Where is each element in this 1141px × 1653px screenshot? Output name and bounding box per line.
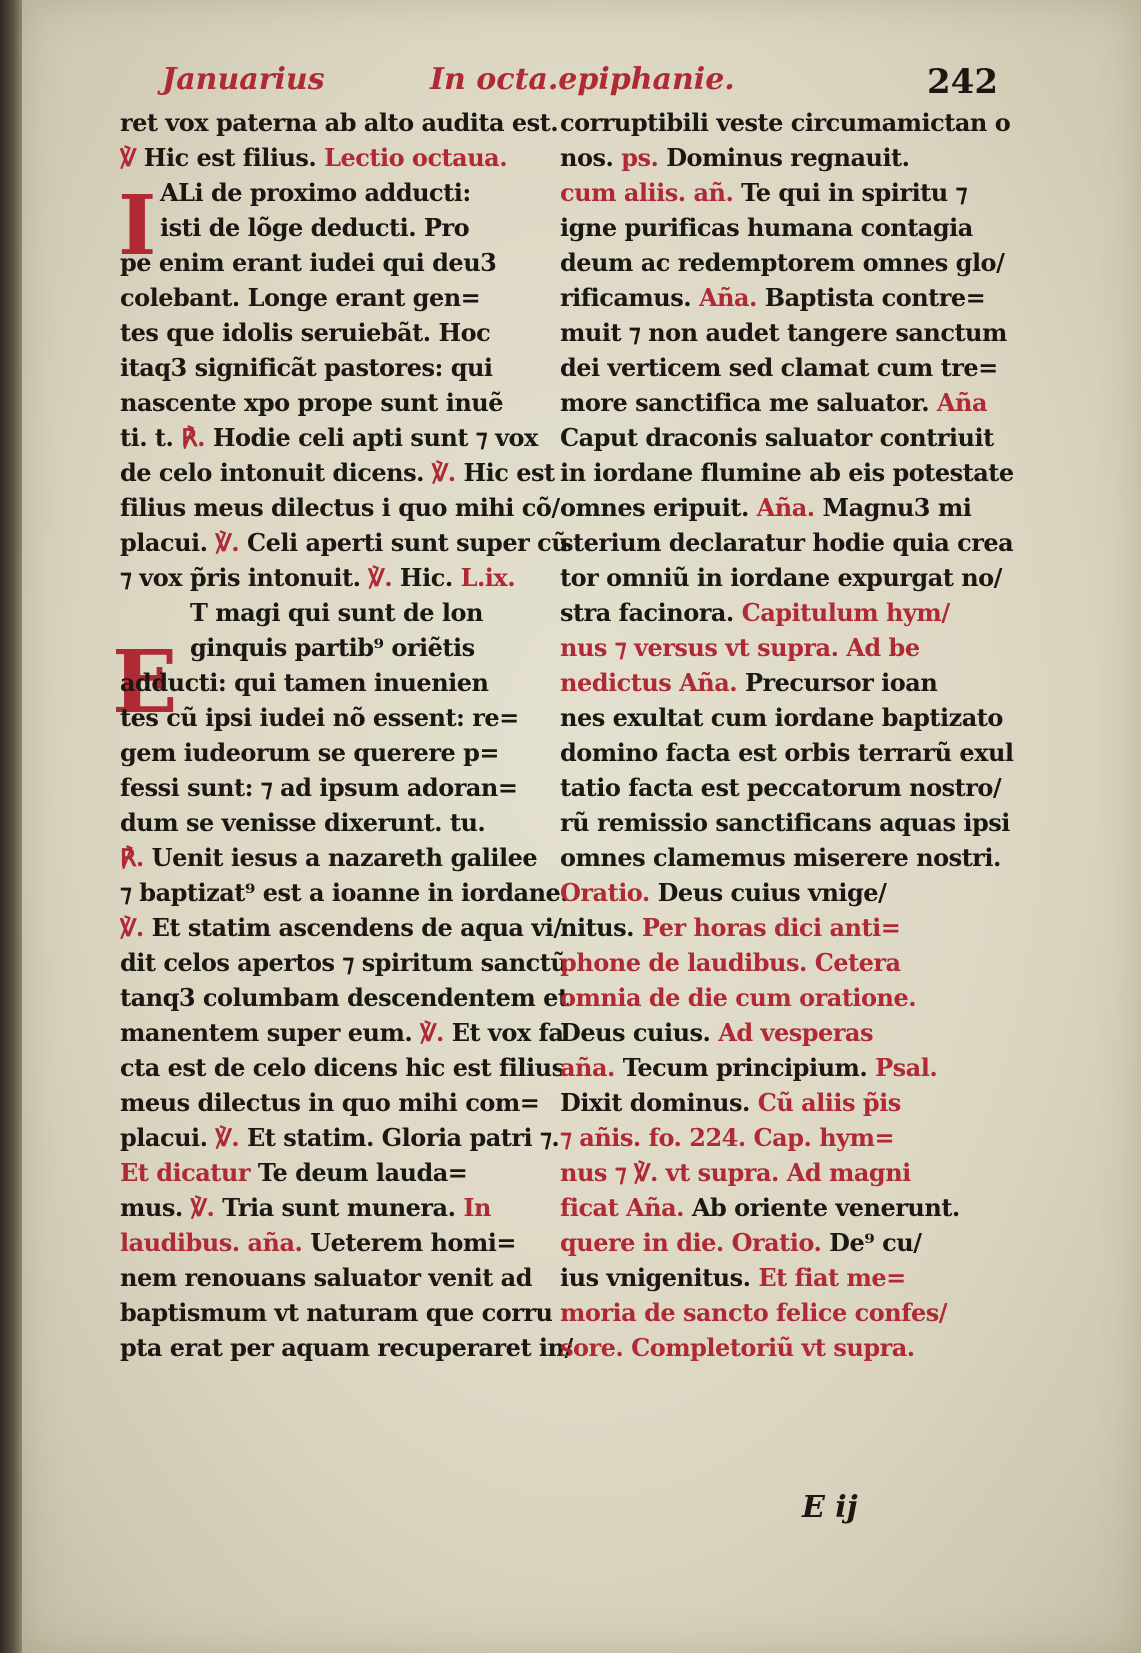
rubric-text: laudibus. aña.: [120, 1228, 303, 1257]
text-line: [560, 700, 1020, 735]
running-head-month: Januarius: [162, 62, 325, 97]
initial-E-dropcap: E: [112, 632, 178, 733]
body-text: ⁊ baptizat⁹ est a ioanne in iordane.: [120, 878, 569, 907]
text-line: [560, 980, 1020, 1015]
body-text: filius meus dilectus i quo mihi cõ/: [120, 493, 560, 522]
text-line: [120, 1225, 580, 1260]
text-line: [560, 735, 1020, 770]
body-text: sterium declaratur hodie quia crea: [560, 528, 1014, 557]
body-text: placui.: [120, 1123, 216, 1152]
body-text: Hic est filius.: [135, 143, 325, 172]
rubric-text: Cũ aliis p̃is: [757, 1088, 901, 1117]
rubric-text: Oratio.: [560, 878, 650, 907]
body-text: Precursor ioan: [737, 668, 938, 697]
rubric-text: ℟.: [181, 423, 205, 452]
text-line: [120, 805, 580, 840]
body-text: cta est de celo dicens hic est filius: [120, 1053, 565, 1082]
rubric-text: phone de laudibus. Cetera: [560, 948, 901, 977]
text-line: [560, 105, 1020, 140]
text-line: [120, 770, 580, 805]
rubric-text: Lectio octaua.: [324, 143, 508, 172]
rubric-text: L.ix.: [460, 563, 516, 592]
text-line: [560, 175, 1020, 210]
right-text-column: [560, 105, 1020, 1365]
text-line: [560, 1295, 1020, 1330]
rubric-text: ⁊ añis. fo. 224. Cap. hym=: [560, 1123, 895, 1152]
text-line: [120, 315, 580, 350]
text-line: [560, 805, 1020, 840]
rubric-text: ℣: [120, 143, 136, 172]
body-text: deum ac redemptorem omnes glo/: [560, 248, 1005, 277]
body-text: Deus cuius vnige/: [649, 878, 887, 907]
rubric-text: omnia de die cum oratione.: [560, 983, 917, 1012]
text-line: [120, 210, 580, 245]
text-line: [560, 1155, 1020, 1190]
text-line: [120, 175, 580, 210]
text-line: [560, 1050, 1020, 1085]
text-line: [120, 1260, 580, 1295]
rubric-text: Et fiat me=: [758, 1263, 906, 1292]
body-text: nascente xpo prope sunt inuẽ: [120, 388, 503, 417]
text-line: [120, 945, 580, 980]
rubric-text: Ad vesperas: [718, 1018, 873, 1047]
body-text: igne purificas humana contagia: [560, 213, 973, 242]
rubric-text: ℣.: [190, 1193, 215, 1222]
body-text: Deus cuius.: [560, 1018, 719, 1047]
body-text: colebant. Longe erant gen=: [120, 283, 481, 312]
text-line: [120, 385, 580, 420]
initial-I-dropcap: I: [118, 178, 157, 274]
body-text: Et statim. Gloria patri ⁊.: [239, 1123, 560, 1152]
rubric-text: ℟.: [120, 843, 144, 872]
body-text: gem iudeorum se querere p=: [120, 738, 499, 767]
body-text: placui.: [120, 528, 216, 557]
text-line: [560, 1330, 1020, 1365]
body-text: Te qui in spiritu ⁊: [733, 178, 967, 207]
body-text: manentem super eum.: [120, 1018, 421, 1047]
text-line: [560, 1190, 1020, 1225]
body-text: stra facinora.: [560, 598, 742, 627]
body-text: tes cũ ipsi iudei nõ essent: re=: [120, 703, 519, 732]
rubric-text: Aña.: [756, 493, 815, 522]
text-line: [120, 1190, 580, 1225]
left-text-column: [120, 105, 580, 1365]
text-line: [120, 490, 580, 525]
body-text: dei verticem sed clamat cum tre=: [560, 353, 998, 382]
rubric-text: quere in die. Oratio.: [560, 1228, 822, 1257]
rubric-text: ℣.: [215, 528, 240, 557]
body-text: Tecum principium.: [614, 1053, 876, 1082]
body-text: more sanctifica me saluator.: [560, 388, 937, 417]
text-line: [560, 490, 1020, 525]
rubric-text: ℣.: [215, 1123, 240, 1152]
body-text: fessi sunt: ⁊ ad ipsum adoran=: [120, 773, 518, 802]
text-line: [560, 770, 1020, 805]
rubric-text: ps.: [621, 143, 659, 172]
body-text: itaq3 significãt pastores: qui: [120, 353, 493, 382]
text-line: [560, 560, 1020, 595]
body-text: dit celos apertos ⁊ spiritum sanctũ: [120, 948, 568, 977]
text-line: [120, 560, 580, 595]
rubric-text: sore. Completoriũ vt supra.: [560, 1333, 915, 1362]
text-line: [560, 350, 1020, 385]
text-line: [120, 105, 580, 140]
body-text: domino facta est orbis terrarũ exul: [560, 738, 1014, 767]
body-text: Hic est: [455, 458, 555, 487]
body-text: ius vnigenitus.: [560, 1263, 759, 1292]
rubric-text: ℣.: [120, 913, 144, 942]
text-line: [120, 875, 580, 910]
rubric-text: ℣.: [368, 563, 393, 592]
body-text: nos.: [560, 143, 622, 172]
rubric-text: moria de sancto felice confes/: [560, 1298, 948, 1327]
text-line: [120, 1085, 580, 1120]
rubric-text: nedictus Aña.: [560, 668, 738, 697]
text-line: [120, 735, 580, 770]
text-line: [120, 840, 580, 875]
book-page: [22, 0, 1141, 1653]
rubric-text: In: [463, 1193, 492, 1222]
body-text: Te deum lauda=: [249, 1158, 468, 1187]
folio-number: 242: [927, 62, 998, 102]
rubric-text: Capitulum hym/: [741, 598, 950, 627]
rubric-text: ℣.: [431, 458, 456, 487]
text-line: [560, 315, 1020, 350]
text-line: [120, 350, 580, 385]
text-line: [120, 455, 580, 490]
text-line: [560, 420, 1020, 455]
text-line: [560, 140, 1020, 175]
body-text: in iordane flumine ab eis potestate: [560, 458, 1014, 487]
rubric-text: ficat Aña.: [560, 1193, 685, 1222]
text-line: [560, 1260, 1020, 1295]
body-text: tes que idolis seruiebãt. Hoc: [120, 318, 491, 347]
body-text: tatio facta est peccatorum nostro/: [560, 773, 1002, 802]
text-line: [120, 420, 580, 455]
body-text: omnes eripuit.: [560, 493, 757, 522]
body-text: isti de lõge deducti. Pro: [160, 213, 470, 242]
body-text: Et vox fa: [443, 1018, 564, 1047]
text-line: [560, 665, 1020, 700]
body-text: Dixit dominus.: [560, 1088, 758, 1117]
body-text: rũ remissio sanctificans aquas ipsi: [560, 808, 1010, 837]
text-line: [120, 245, 580, 280]
body-text: ⁊ vox p̃ris intonuit.: [120, 563, 369, 592]
rubric-text: Et dicatur: [120, 1158, 250, 1187]
body-text: Tria sunt munera.: [214, 1193, 464, 1222]
body-text: tor omniũ in iordane expurgat no/: [560, 563, 1002, 592]
text-line: [120, 910, 580, 945]
text-line: [560, 595, 1020, 630]
body-text: omnes clamemus miserere nostri.: [560, 843, 1001, 872]
rubric-text: aña.: [560, 1053, 615, 1082]
text-line: [120, 1120, 580, 1155]
text-line: [120, 140, 580, 175]
body-text: meus dilectus in quo mihi com=: [120, 1088, 540, 1117]
body-text: Magnu3 mi: [814, 493, 972, 522]
body-text: mus.: [120, 1193, 191, 1222]
text-line: [120, 525, 580, 560]
body-text: ALi de proximo adducti:: [160, 178, 471, 207]
body-text: dum se venisse dixerunt. tu.: [120, 808, 486, 837]
rubric-text: cum aliis. añ.: [560, 178, 734, 207]
running-head-feast: In octa.epiphanie.: [430, 62, 735, 97]
text-line: [560, 525, 1020, 560]
text-line: [120, 630, 580, 665]
body-text: Celi aperti sunt super cũ: [239, 528, 569, 557]
body-text: ret vox paterna ab alto audita est.: [120, 108, 559, 137]
body-text: ti. t.: [120, 423, 182, 452]
body-text: pta erat per aquam recuperaret in/: [120, 1333, 573, 1362]
rubric-text: Psal.: [875, 1053, 938, 1082]
text-line: [120, 595, 580, 630]
text-line: [560, 910, 1020, 945]
body-text: de celo intonuit dicens.: [120, 458, 432, 487]
rubric-text: Aña.: [698, 283, 757, 312]
body-text: Dominus regnauit.: [658, 143, 910, 172]
text-line: [120, 1330, 580, 1365]
text-line: [560, 280, 1020, 315]
body-text: De⁹ cu/: [821, 1228, 922, 1257]
text-line: [120, 665, 580, 700]
text-line: [560, 945, 1020, 980]
body-text: nem renouans saluator venit ad: [120, 1263, 532, 1292]
body-text: Caput draconis saluator contriuit: [560, 423, 994, 452]
text-line: [560, 875, 1020, 910]
signature-mark: E ij: [802, 1490, 858, 1525]
body-text: Hodie celi apti sunt ⁊ vox: [205, 423, 538, 452]
text-line: [120, 1050, 580, 1085]
body-text: pe enim erant iudei qui deu3: [120, 248, 497, 277]
text-line: [120, 980, 580, 1015]
body-text: nitus.: [560, 913, 642, 942]
body-text: rificamus.: [560, 283, 699, 312]
body-text: adducti: qui tamen inuenien: [120, 668, 489, 697]
binding-gutter: [0, 0, 22, 1653]
text-line: [120, 1015, 580, 1050]
text-line: [560, 630, 1020, 665]
text-line: [560, 245, 1020, 280]
body-text: Ab oriente venerunt.: [684, 1193, 960, 1222]
rubric-text: ℣.: [420, 1018, 444, 1047]
rubric-text: nus ⁊ versus vt supra. Ad be: [560, 633, 920, 662]
text-line: [560, 1085, 1020, 1120]
text-line: [120, 1155, 580, 1190]
text-line: [560, 1225, 1020, 1260]
rubric-text: Aña: [936, 388, 988, 417]
body-text: nes exultat cum iordane baptizato: [560, 703, 1003, 732]
text-line: [120, 700, 580, 735]
text-line: [560, 385, 1020, 420]
body-text: Baptista contre=: [756, 283, 986, 312]
body-text: corruptibili veste circumamictan o: [560, 108, 1011, 137]
body-text: baptismum vt naturam que corru: [120, 1298, 553, 1327]
text-line: [120, 1295, 580, 1330]
rubric-text: Per horas dici anti=: [641, 913, 901, 942]
text-line: [560, 210, 1020, 245]
text-line: [560, 1120, 1020, 1155]
body-text: ginquis partib⁹ oriẽtis: [190, 633, 475, 662]
body-text: Et statim ascendens de aqua vi/: [143, 913, 562, 942]
body-text: Hic.: [392, 563, 461, 592]
body-text: Uenit iesus a nazareth galilee: [143, 843, 538, 872]
text-line: [560, 840, 1020, 875]
body-text: tanq3 columbam descendentem et: [120, 983, 569, 1012]
text-line: [560, 1015, 1020, 1050]
rubric-text: nus ⁊ ℣. vt supra. Ad magni: [560, 1158, 911, 1187]
text-line: [120, 280, 580, 315]
body-text: Ueterem homi=: [302, 1228, 517, 1257]
body-text: muit ⁊ non audet tangere sanctum: [560, 318, 1007, 347]
body-text: T magi qui sunt de lon: [190, 598, 483, 627]
text-line: [560, 455, 1020, 490]
